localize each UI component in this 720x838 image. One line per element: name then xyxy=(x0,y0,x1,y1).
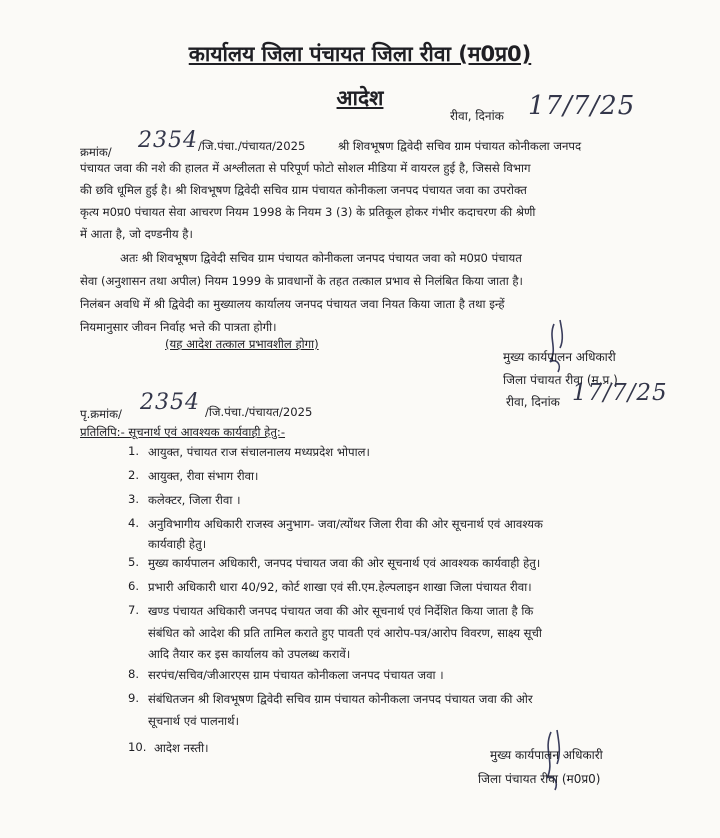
signature-mark xyxy=(535,728,575,798)
list-item-continued: संबंधित को आदेश की प्रति तामिल कराते हुए पावती एवं आरोप-पत्र/आरोप विवरण, साक्ष्य सूची xyxy=(148,626,542,640)
endorsement-kramank-label: पृ.क्रमांक/ xyxy=(80,407,122,421)
para1-line: पंचायत जवा की नशे की हालत में अश्लीलता से परिपूर्ण फोटो सोशल मीडिया में वायरल हुई है, जिससे विभाग xyxy=(80,161,531,175)
signature-date-handwritten: 17/7/25 xyxy=(572,380,668,406)
list-item: आदेश नस्ती। xyxy=(154,741,209,755)
list-item-continued: आदि तैयार कर इस कार्यालय को उपलब्ध करावें। xyxy=(148,647,351,661)
kramank-label: क्रमांक/ xyxy=(80,145,112,159)
list-item-continued: कार्यवाही हेतु। xyxy=(148,537,207,551)
kramank-handwritten: 2354 xyxy=(138,128,198,153)
effective-note: (यह आदेश तत्काल प्रभावशील होगा) xyxy=(165,337,319,351)
list-item-number: 9. xyxy=(128,691,140,705)
list-item: खण्ड पंचायत अधिकारी जनपद पंचायत जवा की ओर सूचनार्थ एवं निर्देशित किया जाता है कि xyxy=(148,604,534,618)
list-item-number: 2. xyxy=(128,468,140,482)
list-item: आयुक्त, रीवा संभाग रीवा। xyxy=(148,469,259,483)
list-item: आयुक्त, पंचायत राज संचालनालय मध्यप्रदेश भोपाल। xyxy=(148,445,370,459)
endorsement-kramank-handwritten: 2354 xyxy=(140,390,200,415)
para1-line: कृत्य म0प्र0 पंचायत सेवा आचरण नियम 1998 के नियम 3 (3) के प्रतिकूल होकर गंभीर कदाचरण की श्रेणी xyxy=(80,205,536,219)
list-item: कलेक्टर, जिला रीवा । xyxy=(148,493,241,507)
list-item: मुख्य कार्यपालन अधिकारी, जनपद पंचायत जवा की ओर सूचनार्थ एवं आवश्यक कार्यवाही हेतु। xyxy=(148,556,541,570)
list-item-number: 1. xyxy=(128,444,140,458)
list-item-continued: सूचनार्थ एवं पालनार्थ। xyxy=(148,714,239,728)
signature-place-date-label: रीवा, दिनांक xyxy=(506,395,560,409)
copy-to-heading: प्रतिलिपि:- सूचनार्थ एवं आवश्यक कार्यवाही हेतु:- xyxy=(80,425,286,439)
para1-line: में आता है, जो दण्डनीय है। xyxy=(80,227,193,241)
list-item-number: 10. xyxy=(128,740,147,754)
endorsement-kramank-suffix: /जि.पंचा./पंचायत/2025 xyxy=(205,405,313,419)
para2-line: निलंबन अवधि में श्री द्विवेदी का मुख्यालय कार्यालय जनपद पंचायत जवा नियत किया जाता है तथा इन्हें xyxy=(80,297,505,311)
list-item: अनुविभागीय अधिकारी राजस्व अनुभाग- जवा/त्योंथर जिला रीवा की ओर सूचनार्थ एवं आवश्यक xyxy=(148,517,543,531)
list-item-number: 6. xyxy=(128,579,140,593)
list-item: सरपंच/सचिव/जीआरएस ग्राम पंचायत कोनीकला जनपद पंचायत जवा । xyxy=(148,668,444,682)
list-item-number: 7. xyxy=(128,603,140,617)
kramank-suffix: /जि.पंचा./पंचायत/2025 xyxy=(198,139,306,153)
place-date-label: रीवा, दिनांक xyxy=(450,109,504,123)
list-item: संबंधितजन श्री शिवभूषण द्विवेदी सचिव ग्राम पंचायत कोनीकला जनपद पंचायत जवा की ओर xyxy=(148,692,533,706)
signatory-office: जिला पंचायत रीवा (म.प्र.) xyxy=(503,373,618,387)
order-heading: आदेश xyxy=(336,86,384,110)
para2-line: अतः श्री शिवभूषण द्विवेदी सचिव ग्राम पंचायत कोनीकला जनपद पंचायत जवा को म0प्र0 पंचायत xyxy=(120,251,522,265)
list-item-number: 4. xyxy=(128,516,140,530)
order-date-handwritten: 17/7/25 xyxy=(528,91,636,121)
list-item-number: 5. xyxy=(128,555,140,569)
signatory-designation: मुख्य कार्यपालन अधिकारी xyxy=(490,748,603,762)
list-item-number: 3. xyxy=(128,492,140,506)
list-item: प्रभारी अधिकारी धारा 40/92, कोर्ट शाखा एवं सी.एम.हेल्पलाइन शाखा जिला पंचायत रीवा। xyxy=(148,580,532,594)
order-line1-rest: श्री शिवभूषण द्विवेदी सचिव ग्राम पंचायत कोनीकला जनपद xyxy=(338,139,582,153)
para2-line: सेवा (अनुशासन तथा अपील) नियम 1999 के प्रावधानों के तहत तत्काल प्रभाव से निलंबित किया जाता है। xyxy=(80,274,523,288)
para2-line: नियमानुसार जीवन निर्वाह भत्ते की पात्रता होगी। xyxy=(80,320,277,334)
signatory-office: जिला पंचायत रीवा (म0प्र0) xyxy=(478,772,601,786)
signatory-designation: मुख्य कार्यपालन अधिकारी xyxy=(503,350,616,364)
list-item-number: 8. xyxy=(128,667,140,681)
para1-line: की छवि धूमिल हुई है। श्री शिवभूषण द्विवेदी सचिव ग्राम पंचायत कोनीकला जनपद पंचायत जवा का उपरोक्त xyxy=(80,183,527,197)
office-title: कार्यालय जिला पंचायत जिला रीवा (म0प्र0) xyxy=(188,42,532,66)
